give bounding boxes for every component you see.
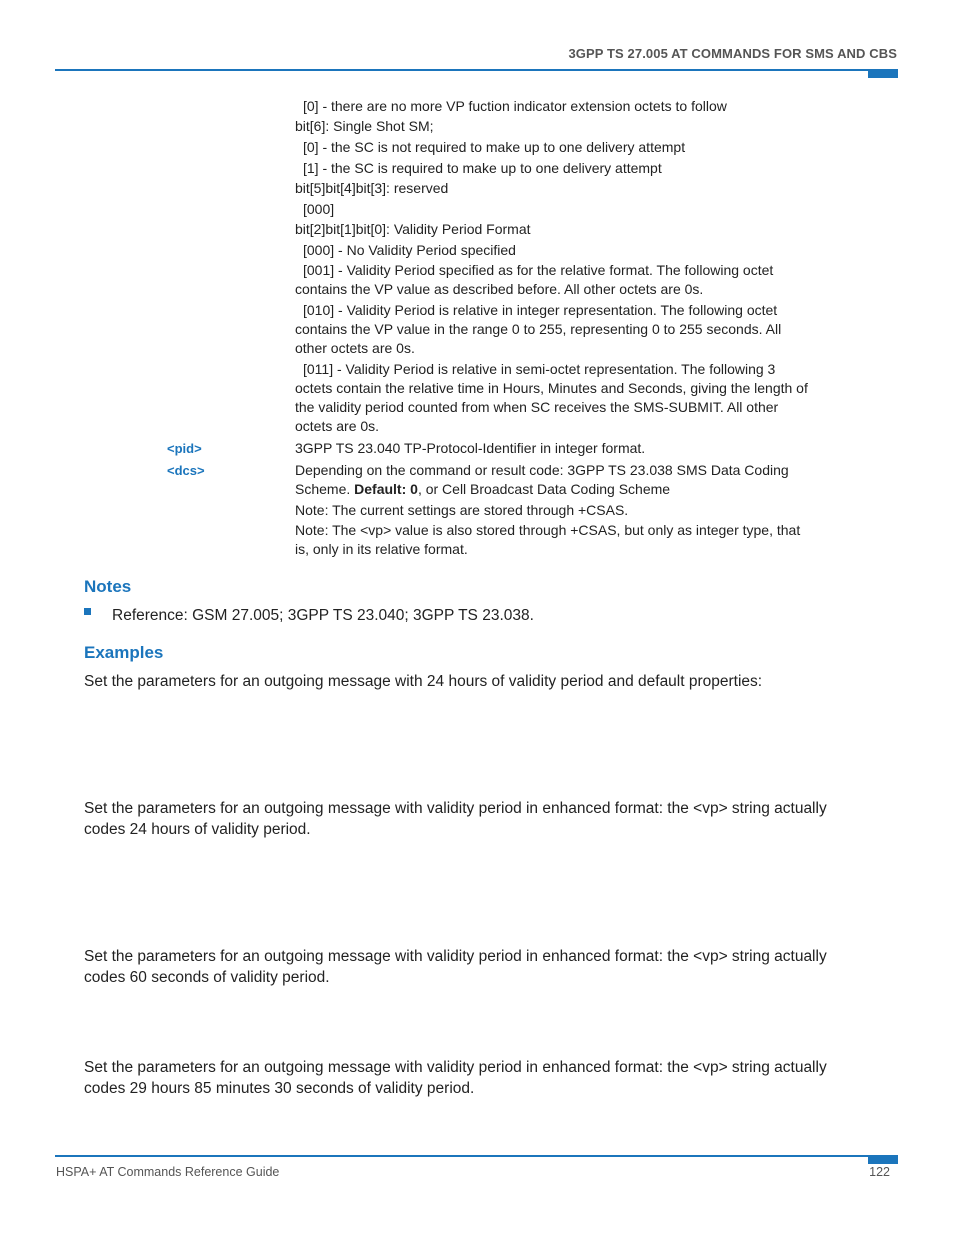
footer-accent-block <box>868 1155 898 1164</box>
vp-line-2: bit[6]: Single Shot SM; <box>295 118 434 134</box>
examples-heading: Examples <box>84 643 164 662</box>
header-rule <box>55 69 898 71</box>
header-accent-block <box>868 69 898 78</box>
vp-line-1: [0] - there are no more VP fuction indicator extension octets to follow <box>303 98 727 114</box>
param-pid-desc: 3GPP TS 23.040 TP-Protocol-Identifier in integer format. <box>295 440 646 456</box>
param-dcs-name: <dcs> <box>167 463 205 478</box>
vp-line-11: [011] - Validity Period is relative in semi-octet representation. The following 3 octets contain the relative time in Hours, Minutes and Seconds, giving the length of the validity period counted from when SC receives the SMS-SUBMIT. All other octets are 0s. <box>295 361 808 434</box>
dcs-note-2: Note: The <vp> value is also stored through +CSAS, but only as integer type, that is, only in its relative format. <box>295 522 801 557</box>
bullet-square-icon <box>84 608 91 615</box>
example-3-text: Set the parameters for an outgoing message with validity period in enhanced format: the <vp> string actually codes 60 seconds of validity period. <box>84 948 827 986</box>
header-title: 3GPP TS 27.005 AT COMMANDS FOR SMS AND CBS <box>568 46 897 61</box>
vp-line-7: bit[2]bit[1]bit[0]: Validity Period Format <box>295 221 531 237</box>
vp-line-6: [000] <box>303 201 335 217</box>
dcs-desc-post: , or Cell Broadcast Data Coding Scheme <box>417 481 671 497</box>
footer-rule <box>55 1155 898 1157</box>
notes-heading: Notes <box>84 577 132 596</box>
example-4-text: Set the parameters for an outgoing message with validity period in enhanced format: the <vp> string actually codes 29 hours 85 minutes 30 seconds of validity period. <box>84 1059 827 1097</box>
param-pid-name: <pid> <box>167 441 202 456</box>
vp-line-9: [001] - Validity Period specified as for the relative format. The following octet contains the VP value as described before. All other octets are 0s. <box>295 262 774 297</box>
vp-line-3: [0] - the SC is not required to make up to one delivery attempt <box>303 139 686 155</box>
vp-line-10: [010] - Validity Period is relative in integer representation. The following octet contains the VP value in the range 0 to 255, representing 0 to 255 seconds. All other octets are 0s. <box>295 302 782 356</box>
vp-line-8: [000] - No Validity Period specified <box>303 242 516 258</box>
vp-line-4: [1] - the SC is required to make up to one delivery attempt <box>303 160 662 176</box>
footer-doc-title: HSPA+ AT Commands Reference Guide <box>56 1165 280 1179</box>
notes-item: Reference: GSM 27.005; 3GPP TS 23.040; 3GPP TS 23.038. <box>112 607 534 624</box>
param-dcs-desc <box>295 461 815 499</box>
dcs-note-1: Note: The current settings are stored through +CSAS. <box>295 502 629 518</box>
example-1-text: Set the parameters for an outgoing message with 24 hours of validity period and default properties: <box>84 673 763 690</box>
vp-line-5: bit[5]bit[4]bit[3]: reserved <box>295 180 449 196</box>
dcs-default: Default: 0 <box>354 481 418 497</box>
example-2-text: Set the parameters for an outgoing message with validity period in enhanced format: the <vp> string actually codes 24 hours of validity period. <box>84 800 827 838</box>
page-number: 122 <box>869 1165 890 1179</box>
dcs-desc-pre: Depending on the command or result code: 3GPP TS 23.038 SMS Data Coding Scheme. <box>295 462 789 497</box>
